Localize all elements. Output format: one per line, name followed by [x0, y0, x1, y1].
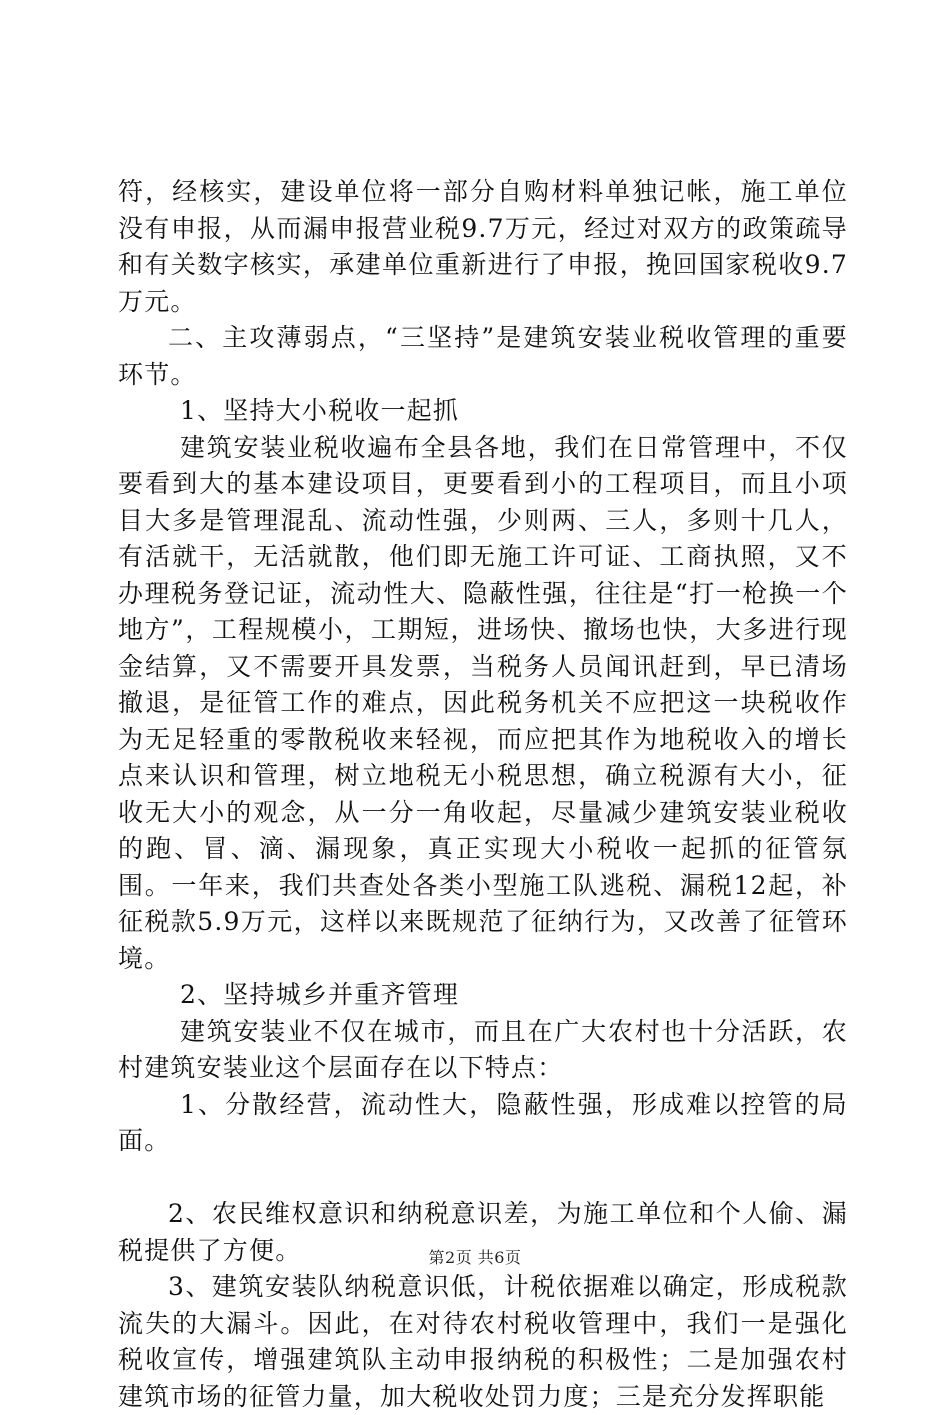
- section-heading-two: 二、主攻薄弱点，“三坚持”是建筑安装业税收管理的重要环节。: [118, 323, 848, 389]
- paragraph-continuation: 符，经核实，建设单位将一部分自购材料单独记帐，施工单位没有申报，从而漏申报营业税9.7万元，经过对双方的政策疏导和有关数字核实，承建单位重新进行了申报，挽回国家税收9.7万元。: [118, 177, 848, 316]
- list-item-one: 1、分散经营，流动性大，隐蔽性强，形成难以控管的局面。: [118, 1089, 848, 1155]
- paragraph-rural-intro: 建筑安装业不仅在城市，而且在广大农村也十分活跃，农村建筑安装业这个层面存在以下特点：: [118, 1016, 848, 1082]
- subheading-one: 1、坚持大小税收一起抓: [180, 396, 460, 425]
- list-item-three: 3、建筑安装队纳税意识低，计税依据难以确定，形成税款流失的大漏斗。因此，在对待农村税收管理中，我们一是强化税收宣传，增强建筑队主动申报纳税的积极性；二是加强农村建筑市场的征管力量，加大税收处罚力度；三是充分发挥职能: [118, 1272, 848, 1411]
- document-body: [118, 174, 848, 1415]
- list-item-two: 2、农民维权意识和纳税意识差，为施工单位和个人偷、漏税提供了方便。: [118, 1199, 848, 1265]
- subheading-two: 2、坚持城乡并重齐管理: [180, 980, 460, 1009]
- page-number-footer: 第2页 共6页: [428, 1248, 522, 1267]
- paragraph-small-tax: 建筑安装业税收遍布全县各地，我们在日常管理中，不仅要看到大的基本建设项目，更要看到小的工程项目，而且小项目大多是管理混乱、流动性强，少则两、三人，多则十几人，有活就干，无活就散，他们即无施工许可证、工商执照，又不办理税务登记证，流动性大、隐蔽性强，往往是“打一枪换一个地方”，工程规模小，工期短，进场快、撤场也快，大多进行现金结算，又不需要开具发票，当税务人员闻讯赶到，早已清场撤退，是征管工作的难点，因此税务机关不应把这一块税收作为无足轻重的零散税收来轻视，而应把其作为地税收入的增长点来认识和管理，树立地税无小税思想，确立税源有大小，征收无大小的观念，从一分一角收起，尽量减少建筑安装业税收的跑、冒、滴、漏现象，真正实现大小税收一起抓的征管氛围。一年来，我们共查处各类小型施工队逃税、漏税12起，补征税款5.9万元，这样以来既规范了征纳行为，又改善了征管环境。: [118, 432, 848, 973]
